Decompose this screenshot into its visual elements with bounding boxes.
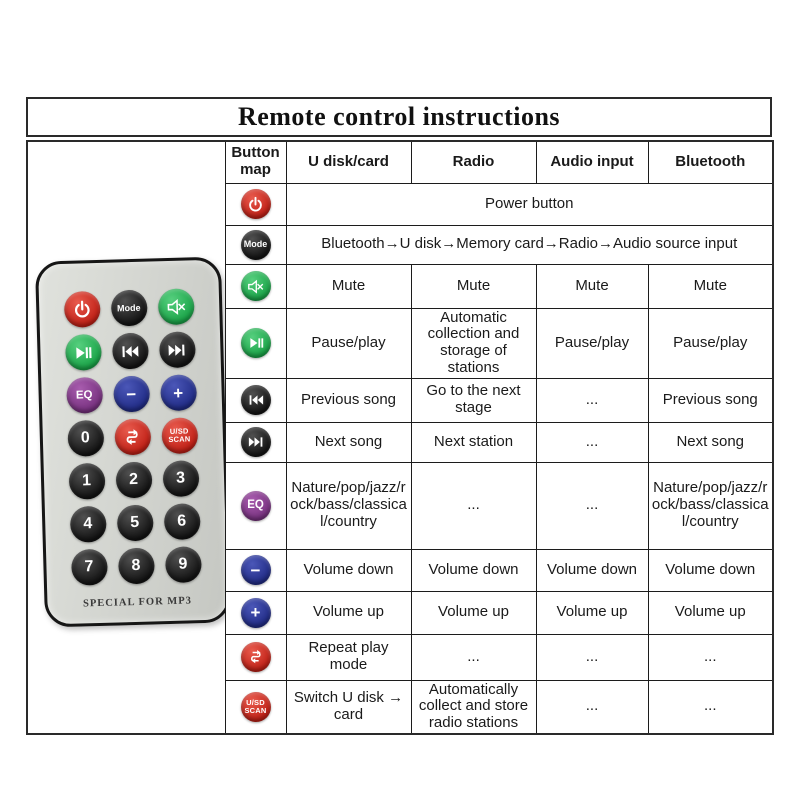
plus-label: + [250,603,261,623]
power-glyph [246,195,265,214]
play-pause-glyph [247,334,265,352]
play-pause-glyph [72,341,94,363]
cell: Pause/play [536,308,648,378]
cell: ... [536,378,648,422]
digit-label: 1 [81,471,92,490]
cell: Volume down [286,549,411,591]
cell: Volume up [411,591,536,634]
power-glyph [70,298,93,321]
cell: ... [536,462,648,549]
cell: Mute [536,264,648,308]
remote-button-grid [38,259,225,586]
digit-label: 5 [130,513,140,531]
mute-icon [241,271,271,301]
eq-label: EQ [247,499,264,512]
minus-label: − [250,560,261,580]
cell: Volume down [411,549,536,591]
cell: Bluetooth→U disk→Memory card→Radio→Audio source input [286,225,773,264]
cell: Volume down [536,549,648,591]
cell: Previous song [286,378,411,422]
digit-9-button [164,546,201,583]
eq-icon [66,376,103,413]
button-map-cell [225,308,286,378]
cell: ... [648,680,773,734]
next-glyph [247,433,265,451]
button-map-cell [225,549,286,591]
cell: Automatic collection and storage of stations [411,308,536,378]
remote-body [35,256,225,627]
usd-scan-icon [161,417,198,454]
next-icon [241,427,271,457]
cell: Mute [648,264,773,308]
cell: ... [536,422,648,462]
digit-label: 7 [84,557,94,575]
header-button-map: Button map [225,141,286,183]
usd-scan-icon [241,692,271,722]
power-icon [63,290,100,327]
digit-label: 6 [177,512,187,530]
digit-8-button [117,547,154,584]
volume-down-icon [241,555,271,585]
mode-label: Mode [243,239,268,250]
cell: Go to the next stage [411,378,536,422]
digit-7-button [70,548,107,585]
button-map-cell [225,378,286,422]
digit-2-button [115,461,152,498]
header-u-disk-card: U disk/card [286,141,411,183]
next-icon [158,331,195,368]
cell: Next station [411,422,536,462]
cell: Previous song [648,378,773,422]
previous-icon [241,385,271,415]
repeat-glyph [247,648,265,666]
cell: Power button [286,183,773,225]
cell: Automatically collect and store radio stations [411,680,536,734]
cell: Switch U disk → card [286,680,411,734]
button-map-cell [225,264,286,308]
mute-glyph [246,277,265,296]
cell: Volume up [286,591,411,634]
repeat-glyph [122,426,144,448]
table-header-row [27,141,773,183]
volume-up-icon [160,374,197,411]
cell: Next song [648,422,773,462]
cell: ... [536,680,648,734]
cell: Next song [286,422,411,462]
button-map-cell [225,591,286,634]
repeat-icon [114,418,151,455]
mode-label: Mode [116,302,141,313]
cell: Mute [286,264,411,308]
eq-label: EQ [75,388,93,401]
header-bluetooth: Bluetooth [648,141,773,183]
plus-label: + [172,382,184,402]
digit-1-button [68,462,105,499]
digit-label: 2 [128,470,139,488]
power-icon [241,189,271,219]
cell: Nature/pop/jazz/rock/bass/classical/country [648,462,773,549]
mute-glyph [164,295,187,318]
button-map-cell [225,422,286,462]
mode-icon [241,230,271,260]
button-map-cell [225,680,286,734]
digit-3-button [162,460,199,497]
usd-label-2: SCAN [244,705,267,715]
cell: Pause/play [286,308,411,378]
usd-label-1: U/SD [169,425,189,436]
cell: Volume down [648,549,773,591]
digit-4-button [69,505,106,542]
button-map-cell [225,462,286,549]
cell: Volume up [648,591,773,634]
header-audio-input: Audio input [536,141,648,183]
repeat-icon [241,642,271,672]
header-radio: Radio [411,141,536,183]
mute-icon [157,288,194,325]
remote-photo-cell [27,141,225,734]
remote-control-photo [31,160,225,716]
previous-icon [111,332,148,369]
usd-label-1: U/SD [246,697,265,707]
instructions-table [26,140,774,735]
digit-0-button [67,419,104,456]
cell: Pause/play [648,308,773,378]
title-box [26,97,772,137]
page-title: Remote control instructions [237,102,561,131]
digit-label: 4 [83,514,93,532]
previous-glyph [119,340,141,362]
cell: ... [411,462,536,549]
volume-up-icon [241,598,271,628]
button-map-cell [225,183,286,225]
digit-label: 0 [80,428,91,447]
minus-label: − [125,383,137,404]
digit-label: 9 [178,555,188,573]
cell: Nature/pop/jazz/rock/bass/classical/country [286,462,411,549]
mode-icon [110,289,147,326]
volume-down-icon [113,375,150,412]
next-glyph [166,338,188,360]
play-pause-icon [241,328,271,358]
button-map-cell [225,634,286,680]
digit-label: 8 [131,556,141,574]
usd-label-2: SCAN [168,433,191,444]
cell: ... [411,634,536,680]
previous-glyph [247,391,265,409]
cell: ... [648,634,773,680]
cell: Volume up [536,591,648,634]
play-pause-icon [64,333,101,370]
digit-6-button [163,503,200,540]
cell: ... [536,634,648,680]
cell: Mute [411,264,536,308]
digit-label: 3 [175,469,186,487]
cell: Repeat play mode [286,634,411,680]
eq-icon [241,491,271,521]
remote-brand-label: SPECIAL FOR MP3 [82,595,193,610]
button-map-cell [225,225,286,264]
digit-5-button [116,504,153,541]
